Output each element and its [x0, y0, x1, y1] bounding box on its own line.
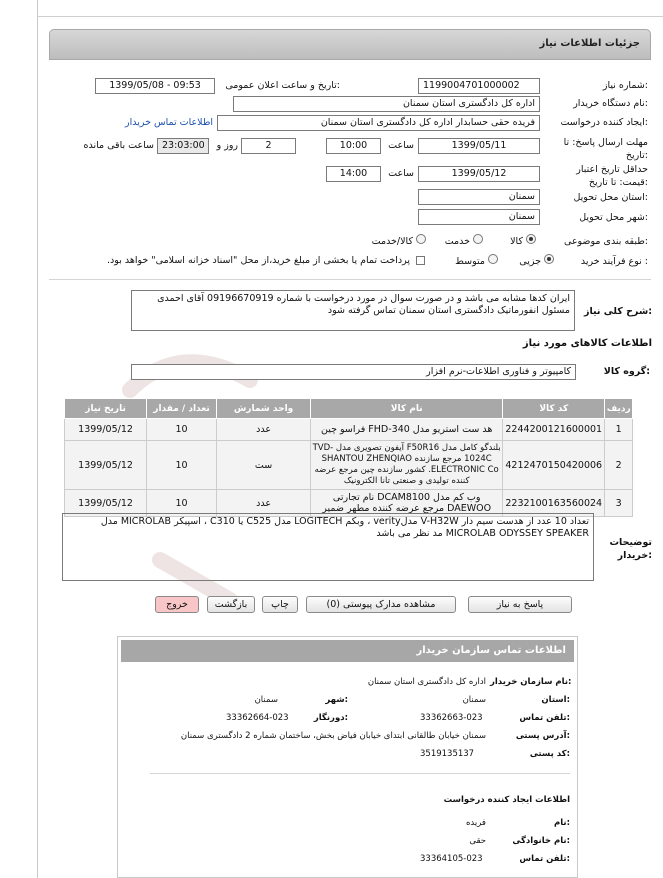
buyer-org-field: اداره کل دادگستری استان سمنان [233, 96, 540, 112]
category-option-service[interactable] [438, 234, 483, 247]
col-code: کد کالا [503, 399, 605, 419]
validity-date-field: 1399/05/12 [418, 166, 540, 182]
validity-label: حداقل تاریخ اعتبار قیمت: تا تاریخ: [576, 164, 648, 188]
contact-province-label: استان: [541, 695, 570, 705]
contact-city-label: شهر: [325, 695, 348, 705]
validity-time-label: ساعت [388, 168, 414, 179]
cell-qty: 10 [147, 441, 217, 490]
exit-button[interactable]: خروج [155, 596, 199, 613]
announce-label: تاریخ و ساعت اعلان عمومی: [225, 80, 340, 91]
radio-icon [488, 254, 498, 264]
days-field: 2 [241, 138, 296, 154]
creator-label: ایجاد کننده درخواست: [560, 117, 648, 128]
creator-last-name-value: حقی [469, 836, 486, 846]
cell-unit: عدد [216, 490, 310, 517]
buyer-org-label: نام دستگاه خریدار: [573, 98, 648, 109]
col-name: نام کالا [311, 399, 503, 419]
announce-field: 1399/05/08 - 09:53 [95, 78, 215, 94]
contact-card-title: اطلاعات تماس سازمان خریدار [416, 645, 566, 656]
goods-section-title: اطلاعات کالاهای مورد نیاز [522, 338, 652, 349]
col-unit: واحد شمارش [216, 399, 310, 419]
category-option-service-label: خدمت [444, 236, 470, 247]
remaining-time-field: 23:03:00 [157, 138, 209, 154]
contact-address-value: سمنان خیابان طالقانی ابتدای خیابان فیاض بخش، ساختمان شماره 2 دادگستری سمنان [180, 731, 486, 741]
radio-icon [473, 234, 483, 244]
need-number-field: 1199004701000002 [418, 78, 540, 94]
remaining-label: ساعت باقی مانده [83, 140, 154, 151]
cell-name: بلندگو کامل مدل F50R16 آیفون تصویری مدل TVD-1024C مرجع سازنده SHANTOU ZHENQIAO ELECTRONIC Co. کشور سازنده چین مرجع عرضه کننده تولیدی و صنعتی تانا الکترونیک [311, 441, 503, 490]
category-option-goods-label: کالا [510, 236, 523, 247]
radio-icon [416, 234, 426, 244]
cell-unit: عدد [216, 419, 310, 441]
cell-code: 2232100163560024 [503, 490, 605, 517]
reply-button[interactable]: پاسخ به نیاز [468, 596, 572, 613]
creator-last-name-label: نام خانوادگی: [512, 836, 570, 846]
contact-phone-value: 33362663-023 [420, 713, 483, 723]
cell-date: 1399/05/12 [65, 490, 147, 517]
treasury-note: پرداخت تمام یا بخشی از مبلغ خرید،از محل "اسناد خزانه اسلامی" خواهد بود. [107, 255, 410, 266]
col-qty: تعداد / مقدار [147, 399, 217, 419]
contact-city-value: سمنان [254, 695, 278, 705]
top-divider [37, 16, 663, 17]
page-title: جزئیات اطلاعات نیاز [539, 38, 640, 49]
cell-name: وب کم مدل DCAM8100 نام تجارتی DAEWOO مرجع عرضه کننده مطهر ضمیر [311, 490, 503, 517]
days-label: روز و [216, 140, 238, 151]
category-option-both-label: کالا/خدمت [371, 236, 413, 247]
description-label: شرح کلی نیاز: [583, 306, 652, 317]
deadline-label: مهلت ارسال پاسخ: تا تاریخ: [563, 137, 648, 161]
buyer-contact-link[interactable]: اطلاعات تماس خریدار [125, 117, 214, 128]
creator-info-title: اطلاعات ایجاد کننده درخواست [443, 795, 570, 805]
category-label: طبقه بندی موضوعی: [563, 236, 648, 247]
city-field: سمنان [418, 209, 540, 225]
cell-name: هد ست استریو مدل FHD-340 فراسو چین [311, 419, 503, 441]
province-label: استان محل تحویل: [573, 192, 648, 203]
validity-time-field: 14:00 [326, 166, 381, 182]
back-button[interactable]: بازگشت [207, 596, 255, 613]
goods-table [64, 398, 633, 517]
province-field: سمنان [418, 189, 540, 205]
buyer-notes-box: تعداد 10 عدد از هدست سیم دار V-H32W مدلverity ، وبکم LOGITECH مدل C525 یا C310 ، اسپیکر MICROLAB مدل MICROLAB ODYSSEY SPEAKER مد نظر می باشد [62, 513, 594, 581]
radio-selected-icon [544, 254, 554, 264]
contact-fax-label: دورنگار: [313, 713, 348, 723]
goods-group-field: کامپیوتر و فناوری اطلاعات-نرم افزار [131, 364, 576, 380]
cell-code: 4212470150420006 [503, 441, 605, 490]
treasury-checkbox[interactable] [416, 256, 425, 265]
deadline-time-label: ساعت [388, 140, 414, 151]
contact-org-value: اداره کل دادگستری استان سمنان [367, 677, 486, 687]
divider [49, 279, 651, 280]
process-option-medium-label: متوسط [455, 256, 485, 267]
buyer-notes-label: توضیحات خریدار: [609, 537, 652, 561]
creator-first-name-label: نام: [553, 818, 570, 828]
contact-fax-value: 33362664-023 [226, 713, 289, 723]
attachments-button[interactable]: مشاهده مدارک پیوستی (0) [306, 596, 456, 613]
creator-phone-value: 33364105-023 [420, 854, 483, 864]
cell-date: 1399/05/12 [65, 419, 147, 441]
cell-unit: ست [216, 441, 310, 490]
table-row [65, 419, 633, 441]
creator-phone-label: تلفن تماس: [519, 854, 570, 864]
creator-field: فریده حقی حسابدار اداره کل دادگستری استان سمنان [217, 115, 540, 131]
need-number-label: شماره نیاز: [602, 80, 648, 91]
table-row [65, 441, 633, 490]
cell-row: 1 [605, 419, 633, 441]
cell-date: 1399/05/12 [65, 441, 147, 490]
category-option-both[interactable] [350, 234, 426, 247]
process-label: نوع فرآیند خرید : [580, 256, 648, 267]
page-header [49, 29, 651, 60]
contact-phone-label: تلفن تماس: [519, 713, 570, 723]
cell-row: 2 [605, 441, 633, 490]
contact-province-value: سمنان [462, 695, 486, 705]
deadline-time-field: 10:00 [326, 138, 381, 154]
deadline-date-field: 1399/05/11 [418, 138, 540, 154]
process-option-medium[interactable] [438, 254, 498, 267]
contact-divider [150, 773, 570, 774]
contact-org-label: نام سازمان خریدار: [490, 677, 572, 687]
print-button[interactable]: چاپ [262, 596, 298, 613]
cell-qty: 10 [147, 419, 217, 441]
col-row: ردیف [605, 399, 633, 419]
cell-row: 3 [605, 490, 633, 517]
cell-qty: 10 [147, 490, 217, 517]
radio-selected-icon [526, 234, 536, 244]
contact-address-label: آدرس پستی: [515, 731, 570, 741]
contact-postal-value: 3519135137 [420, 749, 475, 759]
contact-card-header [121, 640, 574, 662]
creator-first-name-value: فریده [465, 818, 486, 828]
process-option-minor[interactable] [504, 254, 554, 267]
city-label: شهر محل تحویل: [579, 212, 648, 223]
contact-postal-label: کد پستی: [529, 749, 570, 759]
description-box: ایران کدها مشابه می باشد و در صورت سوال در مورد درخواست با شماره 09196670919 آقای احمدی مسئول انفورماتیک دادگستری استان سمنان تماس گرفته شود [131, 290, 575, 331]
cell-code: 2244200121600001 [503, 419, 605, 441]
process-option-minor-label: جزیی [519, 256, 541, 267]
category-option-goods[interactable] [498, 234, 536, 247]
col-date: تاریخ نیاز [65, 399, 147, 419]
goods-group-label: گروه کالا: [603, 366, 650, 377]
